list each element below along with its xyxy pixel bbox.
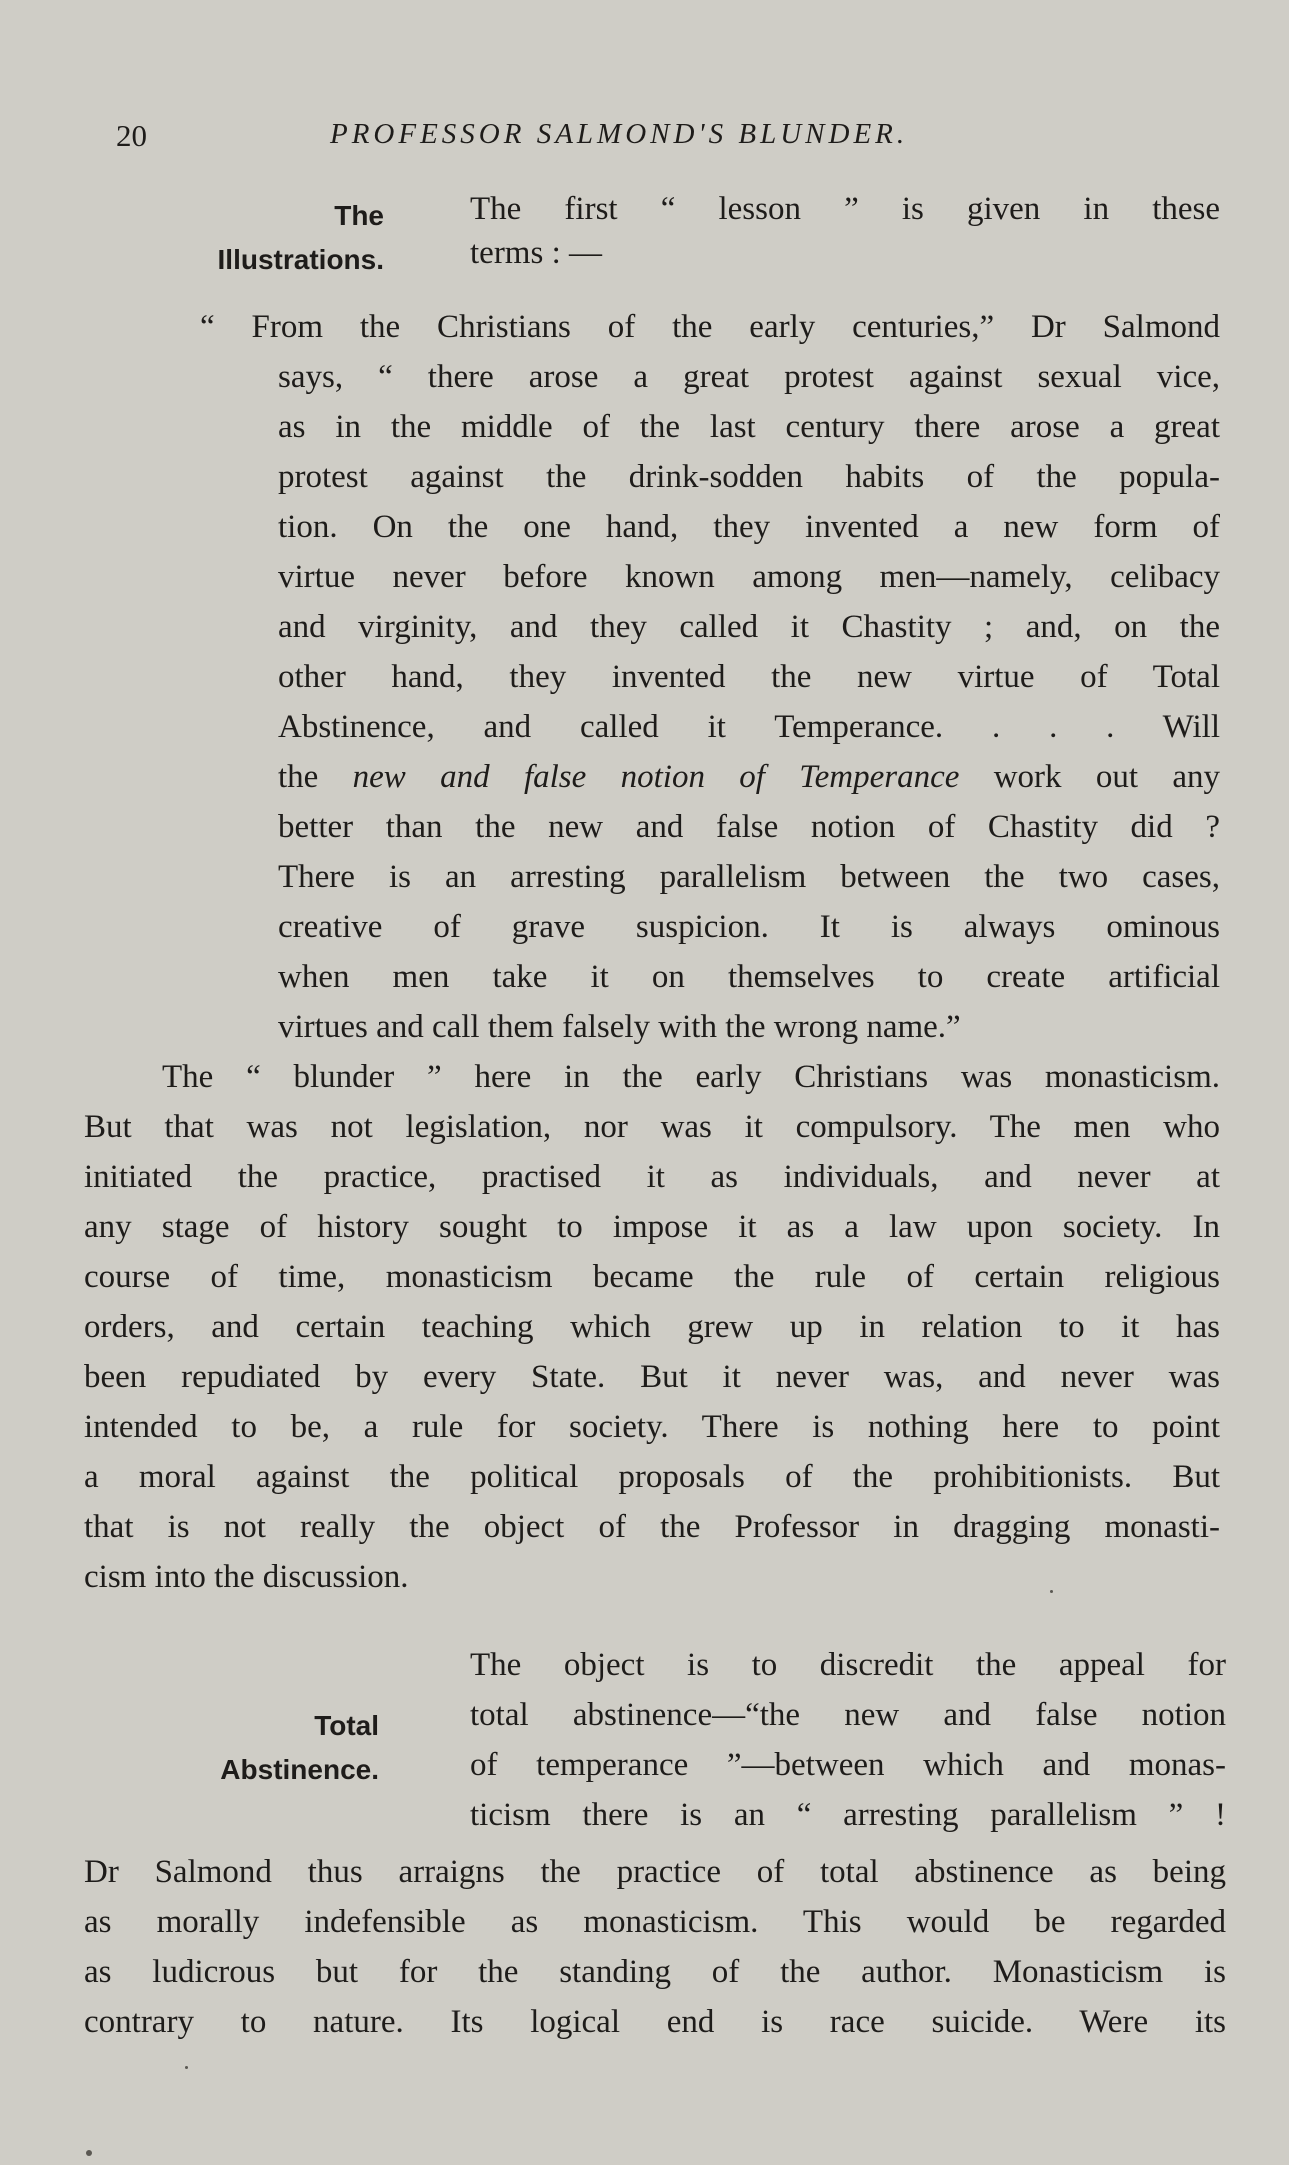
text-line: “ From the Christians of the early centuries,” Dr Salmond	[200, 309, 1220, 345]
text-line: The object is to discredit the appeal for	[470, 1647, 1226, 1683]
paper-speck	[1050, 1590, 1053, 1593]
text-line: protest against the drink-sodden habits of the popula-	[278, 459, 1220, 495]
text-line: tion. On the one hand, they invented a new form of	[278, 509, 1220, 545]
text-line: intended to be, a rule for society. There is nothing here to point	[84, 1409, 1220, 1445]
text-line: cism into the discussion.	[84, 1559, 409, 1595]
sidenote-total-abstinence	[220, 1704, 379, 1792]
text-line: initiated the practice, practised it as individuals, and never at	[84, 1159, 1220, 1195]
text-line: But that was not legislation, nor was it compulsory. The men who	[84, 1109, 1220, 1145]
blunder-paragraph	[84, 1052, 1220, 1602]
text-line: Dr Salmond thus arraigns the practice of total abstinence as being	[84, 1854, 1226, 1890]
salmond-quote	[200, 302, 1220, 1052]
text-run: work out any	[959, 759, 1220, 795]
text-line: says, “ there arose a great protest against sexual vice,	[278, 359, 1220, 395]
object-paragraph	[470, 1640, 1226, 1840]
text-line: course of time, monasticism became the rule of certain religious	[84, 1259, 1220, 1295]
text-line: ticism there is an “ arresting parallelism ” !	[470, 1797, 1226, 1833]
text-line: virtues and call them falsely with the wrong name.”	[278, 1009, 961, 1045]
paper-speck	[185, 2066, 188, 2069]
text-line: The first “ lesson ” is given in these	[470, 191, 1220, 227]
sidenote-line: Abstinence.	[220, 1754, 379, 1785]
text-line: as in the middle of the last century there arose a great	[278, 409, 1220, 445]
text-line: virtue never before known among men—namely, celibacy	[278, 559, 1220, 595]
paper-speck	[86, 2150, 92, 2156]
sidenote-line: Illustrations.	[217, 244, 384, 275]
italic-phrase: new and false notion of Temperance	[352, 759, 960, 795]
text-line: better than the new and false notion of Chastity did ?	[278, 809, 1220, 845]
text-line: as morally indefensible as monasticism. This would be regarded	[84, 1904, 1226, 1940]
text-line: contrary to nature. Its logical end is race suicide. Were its	[84, 2004, 1226, 2040]
text-line: terms : —	[470, 235, 602, 271]
text-line: orders, and certain teaching which grew up in relation to it has	[84, 1309, 1220, 1345]
page-number: 20	[116, 118, 147, 153]
text-line: when men take it on themselves to create artificial	[278, 959, 1220, 995]
text-line: as ludicrous but for the standing of the author. Monasticism is	[84, 1954, 1226, 1990]
sidenote-illustrations	[218, 194, 384, 282]
text-line: of temperance ”—between which and monas-	[470, 1747, 1226, 1783]
intro-paragraph	[470, 187, 1220, 275]
text-line: There is an arresting parallelism between the two cases,	[278, 859, 1220, 895]
text-line: that is not really the object of the Professor in dragging monasti-	[84, 1509, 1220, 1545]
text-line: total abstinence—“the new and false notion	[470, 1697, 1226, 1733]
sidenote-line: The	[334, 200, 384, 231]
text-line: and virginity, and they called it Chastity ; and, on the	[278, 609, 1220, 645]
text-run: the	[278, 759, 353, 795]
text-line: a moral against the political proposals of the prohibitionists. But	[84, 1459, 1220, 1495]
text-line: been repudiated by every State. But it never was, and never was	[84, 1359, 1220, 1395]
sidenote-line: Total	[314, 1710, 379, 1741]
arraigns-paragraph	[84, 1847, 1226, 2047]
text-line: Abstinence, and called it Temperance. . . . Will	[278, 709, 1220, 745]
text-line-italic-phrase	[278, 752, 1220, 802]
text-line: The “ blunder ” here in the early Christians was monasticism.	[162, 1059, 1220, 1095]
text-line: any stage of history sought to impose it as a law upon society. In	[84, 1209, 1220, 1245]
running-title: PROFESSOR SALMOND'S BLUNDER.	[330, 118, 909, 150]
text-line: creative of grave suspicion. It is always ominous	[278, 909, 1220, 945]
page-header	[0, 118, 1289, 158]
text-line: other hand, they invented the new virtue of Total	[278, 659, 1220, 695]
